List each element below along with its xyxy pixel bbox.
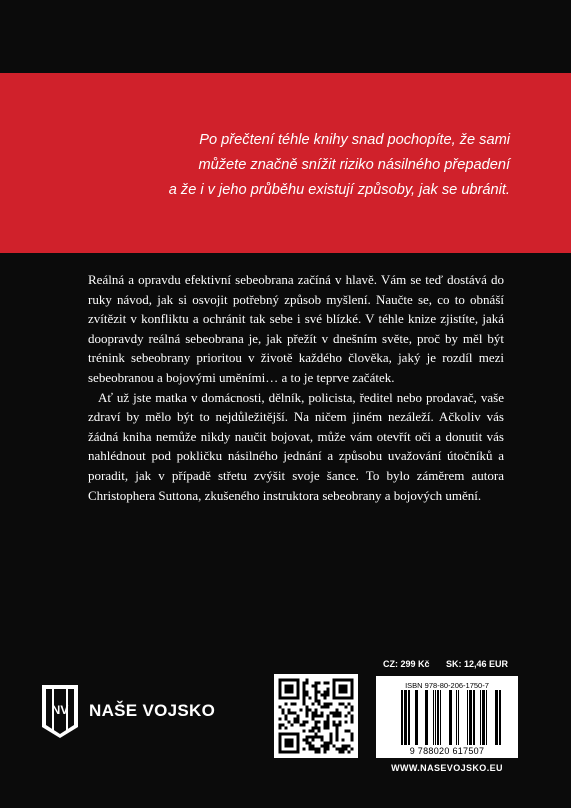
price-cz: CZ: 299 Kč bbox=[383, 659, 430, 669]
barcode-digits: 9 788020 617507 bbox=[409, 746, 485, 756]
blurb bbox=[88, 270, 504, 505]
barcode-bars bbox=[376, 690, 518, 750]
publisher-website: WWW.NASEVOJSKO.EU bbox=[391, 763, 503, 773]
quote-line: a že i v jeho průběhu existují způsoby, jak se ubránit. bbox=[168, 182, 510, 198]
blurb-paragraph: Ať už jste matka v domácnosti, dělník, policista, ředitel nebo prodavač, vaše zdraví by mělo být to nejdůležitější. Na ničem jiném nezáleží. Ačkoliv vás žádná kniha nemůže nikdy naučit bojovat, může vám otevřít oči a donutit vás nahlédnout pod pokličku násilného jednání a způsobu uvažování útočníků a poradit, jak v případě střetu zvýšit svoje šance. To bylo záměrem autora Christophera Suttona, zkušeného instruktora sebeobrany a bojových umění. bbox=[88, 389, 504, 503]
qr-code bbox=[274, 674, 358, 758]
blurb-paragraph: Reálná a opravdu efektivní sebeobrana začíná v hlavě. Vám se teď dostává do ruky návod, jak si osvojit potřebný způsob myšlení. Naučte se, co to obnáší zvítězit v konfliktu a ochránit tak sebe i své blízké. V téhle knize zjistíte, jaká doopravdy reálná sebeobrana je, jak přežít v dnešním světe, proč by měl být trénink sebeobrany prioritou v životě každého člověka, jaký je rozdíl mezi sebeobranou a bojovými uměními… a to je teprve začátek. bbox=[88, 272, 504, 385]
quote-line: Po přečtení téhle knihy snad pochopíte, že sami bbox=[199, 132, 510, 148]
price-sk: SK: 12,46 EUR bbox=[446, 659, 509, 669]
quote-line: můžete značně snížit riziko násilného přepadení bbox=[198, 157, 510, 173]
cover-quote bbox=[70, 128, 510, 203]
publisher-emblem-icon bbox=[38, 681, 82, 741]
isbn-barcode bbox=[376, 676, 518, 758]
logo-letters: NV bbox=[51, 703, 69, 717]
publisher-logo bbox=[38, 681, 215, 741]
publisher-name: NAŠE VOJSKO bbox=[89, 701, 216, 720]
isbn-label: ISBN 978-80-206-1750-7 bbox=[405, 681, 489, 690]
